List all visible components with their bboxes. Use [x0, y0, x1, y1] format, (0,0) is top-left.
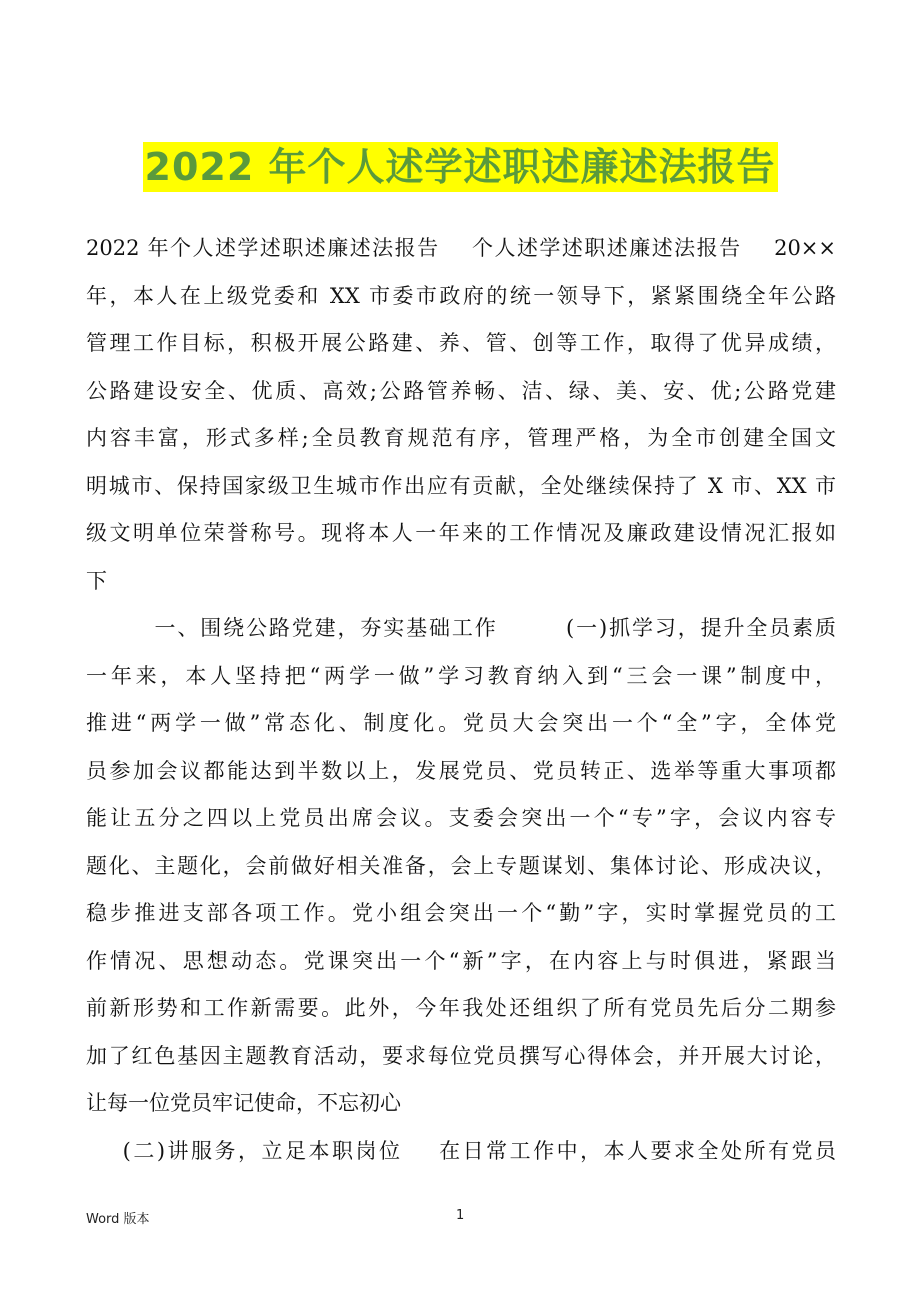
text-line: 年，本人在上级党委和 XX 市委市政府的统一领导下，紧紧围绕全年公路	[86, 283, 836, 308]
document-title: 2022 年个人述学述职述廉述法报告	[143, 142, 778, 192]
text-line: 前新形势和工作新需要。此外，今年我处还组织了所有党员先后分二期参	[86, 996, 836, 1020]
text-line: 下	[86, 568, 107, 593]
text-line: 管理工作目标，积极开展公路建、养、管、创等工作，取得了优异成绩，	[86, 331, 836, 355]
document-body	[86, 230, 836, 1180]
text-line: 公路建设安全、优质、高效;公路管养畅、洁、绿、美、安、优;公路党建	[86, 378, 836, 403]
text-line: 级文明单位荣誉称号。现将本人一年来的工作情况及廉政建设情况汇报如	[86, 521, 836, 545]
text-line: 2022 年个人述学述职述廉述法报告 个人述学述职述廉述法报告 20××	[86, 236, 836, 260]
footer-version-label: Word 版本	[86, 1212, 150, 1227]
text-line: 一、围绕公路党建，夯实基础工作 (一)抓学习，提升全员素质	[86, 616, 836, 640]
text-line: 能让五分之四以上党员出席会议。支委会突出一个“专”字，会议内容专	[86, 806, 836, 830]
title-container	[0, 142, 920, 192]
text-line: (二)讲服务，立足本职岗位 在日常工作中，本人要求全处所有党员	[86, 1138, 836, 1163]
text-line: 题化、主题化，会前做好相关准备，会上专题谋划、集体讨论、形成决议，	[86, 853, 836, 878]
text-line: 让每一位党员牢记使命，不忘初心	[86, 1091, 401, 1115]
text-line: 加了红色基因主题教育活动，要求每位党员撰写心得体会，并开展大讨论，	[86, 1043, 836, 1068]
text-line: 一年来，本人坚持把“两学一做”学习教育纳入到“三会一课”制度中，	[86, 663, 836, 688]
text-line: 作情况、思想动态。党课突出一个“新”字，在内容上与时俱进，紧跟当	[86, 948, 836, 973]
text-line: 内容丰富，形式多样;全员教育规范有序，管理严格，为全市创建全国文	[86, 426, 836, 450]
text-line: 员参加会议都能达到半数以上，发展党员、党员转正、选举等重大事项都	[86, 758, 836, 783]
text-line: 明城市、保持国家级卫生城市作出应有贡献，全处继续保持了 X 市、XX 市	[86, 473, 836, 498]
text-line: 推进“两学一做”常态化、制度化。党员大会突出一个“全”字，全体党	[86, 711, 836, 735]
text-line: 稳步推进支部各项工作。党小组会突出一个“勤”字，实时掌握党员的工	[86, 901, 836, 925]
footer-page-number: 1	[456, 1208, 465, 1223]
